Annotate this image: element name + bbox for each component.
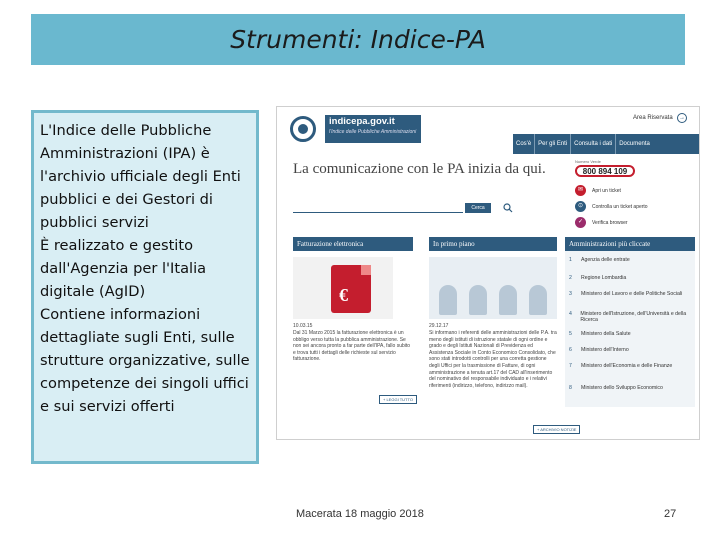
site-headline: La comunicazione con le PA inizia da qui. — [293, 161, 546, 177]
check-ticket-label: Controlla un ticket aperto — [592, 203, 648, 210]
nav-bar — [513, 134, 700, 154]
check-icon: ✓ — [575, 217, 586, 228]
news1-text: Dal 31 Marzo 2015 la fatturazione elettronica è un obbligo verso tutta la pubblica amministrazione. Se non sei ancora pronto a far parte dell'IPA, fallo subito e trova tutti i dettagli delle richieste sul servizio fatturazione. — [293, 330, 411, 363]
envelope-icon: ✉ — [575, 185, 586, 196]
footer-date: Macerata 18 maggio 2018 — [296, 508, 424, 520]
open-ticket-link[interactable] — [575, 185, 621, 196]
euro-icon: € — [339, 285, 348, 305]
page-number: 27 — [664, 508, 677, 520]
list-item[interactable]: 6 Ministero dell'Interno — [569, 347, 629, 353]
logo-icon — [290, 116, 316, 142]
nav-item-documenta[interactable]: Documenta — [615, 134, 653, 154]
document-icon — [331, 265, 371, 313]
list-item[interactable]: 8 Ministero dello Sviluppo Economico — [569, 385, 663, 391]
panel-title-amministrazioni: Amministrazioni più cliccate — [565, 237, 695, 251]
list-item[interactable]: 5 Ministero della Salute — [569, 331, 631, 337]
verify-browser-label: Verifica browser — [592, 219, 628, 226]
list-item[interactable]: 1 Agenzia delle entrate — [569, 257, 630, 263]
reserved-area-link[interactable]: Area Riservata — [633, 115, 673, 121]
list-item[interactable]: 7 Ministero dell'Economia e delle Finanze — [569, 363, 673, 369]
arrow-right-icon[interactable]: → — [679, 115, 685, 121]
news2-date: 29.12.17 — [429, 323, 449, 329]
ranking-list — [565, 251, 695, 407]
phone-number[interactable]: 800 894 109 — [575, 165, 635, 177]
ticket-icon: ⊙ — [575, 201, 586, 212]
contact-box — [565, 157, 695, 233]
open-ticket-label: Apri un ticket — [592, 187, 621, 194]
list-item[interactable]: 3 Ministero del Lavoro e delle Politiche Sociali — [569, 291, 683, 297]
list-item[interactable]: 4 Ministero dell'Istruzione, dell'Università e della Ricerca — [569, 311, 687, 324]
search-input[interactable] — [293, 203, 463, 213]
site-header — [277, 107, 700, 155]
logo-subtitle: l'Indice delle Pubbliche Amministrazioni — [329, 129, 417, 135]
slide-title: Strumenti: Indice-PA — [230, 25, 486, 54]
invoice-image — [293, 257, 393, 319]
panel-title-primo-piano[interactable]: In primo piano — [429, 237, 557, 251]
description-box — [31, 110, 259, 464]
news-archive-button[interactable]: + ARCHIVIO NOTIZIE — [533, 425, 580, 434]
search-icon[interactable] — [503, 203, 513, 213]
news-image — [429, 257, 557, 319]
read-all-button[interactable]: + LEGGI TUTTO — [379, 395, 417, 404]
description-text: L'Indice delle Pubbliche Amministrazioni (IPA) è l'archivio ufficiale degli Enti pubblici e dei Gestori di pubblici servizi È realizzato e gestito dall'Agenzia per l'Italia digitale (AgID) Contiene informazioni dettagliate sugli Enti, sulle strutture organizzative, sulle competenze dei singoli uffici e sui servizi offerti — [40, 122, 250, 415]
check-ticket-link[interactable] — [575, 201, 648, 212]
website-screenshot — [276, 106, 700, 440]
person-icon — [529, 285, 547, 315]
news1-date: 10.03.15 — [293, 323, 313, 329]
slide-title-band — [31, 14, 685, 65]
person-icon — [469, 285, 487, 315]
nav-item-cos-e[interactable]: Cos'è — [516, 141, 532, 147]
search-button[interactable]: Cerca — [465, 203, 491, 213]
nav-item-consulta-i-dati[interactable]: Consulta i dati — [570, 134, 615, 154]
panel-title-fatturazione[interactable]: Fatturazione elettronica — [293, 237, 413, 251]
logo-name[interactable]: indicepa.gov.it — [329, 116, 395, 127]
phone-label: Numero Verde — [575, 159, 601, 164]
nav-item-per-gli-enti[interactable]: Per gli Enti — [534, 134, 570, 154]
person-icon — [439, 285, 457, 315]
person-icon — [499, 285, 517, 315]
news2-text: Si informano i referenti delle amministrazioni delle P.A. tra meno degli istituti di istruzione statale di ogni ordine e grado e degli Istituti Nazionali di Previdenza ed Assistenza Sociale in Conto Economico Consolidato, che sono stati introdotti controlli per una corretta gestione degli Uffici per la trasmissione di Fatture, di ogni amministrazione a tenuta art.17 del CAD all'inserimento del nominativo del responsabile individuato e i relativi riferimenti (indirizzo, telefono, indirizzo mail). — [429, 330, 557, 389]
list-item[interactable]: 2 Regione Lombardia — [569, 275, 627, 281]
verify-browser-link[interactable] — [575, 217, 628, 228]
